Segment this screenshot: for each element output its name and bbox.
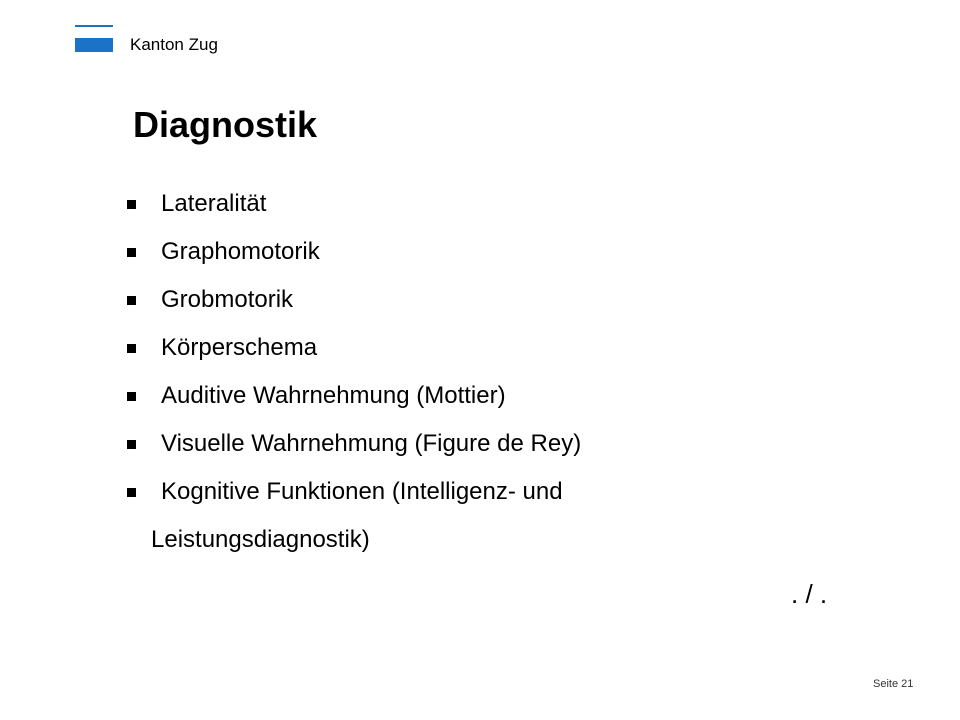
- bullet-text: Kognitive Funktionen (Intelligenz- und: [161, 478, 563, 505]
- continuation-marker: . / .: [791, 579, 828, 609]
- logo-text: Kanton Zug: [130, 35, 218, 54]
- square-bullet-icon: [127, 344, 136, 353]
- square-bullet-icon: [127, 296, 136, 305]
- bullet-text: Graphomotorik: [161, 238, 320, 265]
- kanton-zug-logo: [75, 25, 275, 65]
- square-bullet-icon: [127, 488, 136, 497]
- square-bullet-icon: [127, 200, 136, 209]
- bullet-text: Grobmotorik: [161, 286, 294, 313]
- bullet-text: Lateralität: [161, 190, 267, 217]
- bullet-text: Auditive Wahrnehmung (Mottier): [161, 382, 506, 409]
- square-bullet-icon: [127, 248, 136, 257]
- bullet-text: Körperschema: [161, 334, 318, 361]
- logo-bar: [75, 38, 113, 52]
- square-bullet-icon: [127, 440, 136, 449]
- page-number: Seite 21: [873, 678, 914, 690]
- square-bullet-icon: [127, 392, 136, 401]
- bullet-continuation-text: Leistungsdiagnostik): [151, 526, 370, 553]
- slide-title: Diagnostik: [133, 104, 318, 145]
- bullet-text: Visuelle Wahrnehmung (Figure de Rey): [161, 430, 582, 457]
- logo-line: [75, 25, 113, 27]
